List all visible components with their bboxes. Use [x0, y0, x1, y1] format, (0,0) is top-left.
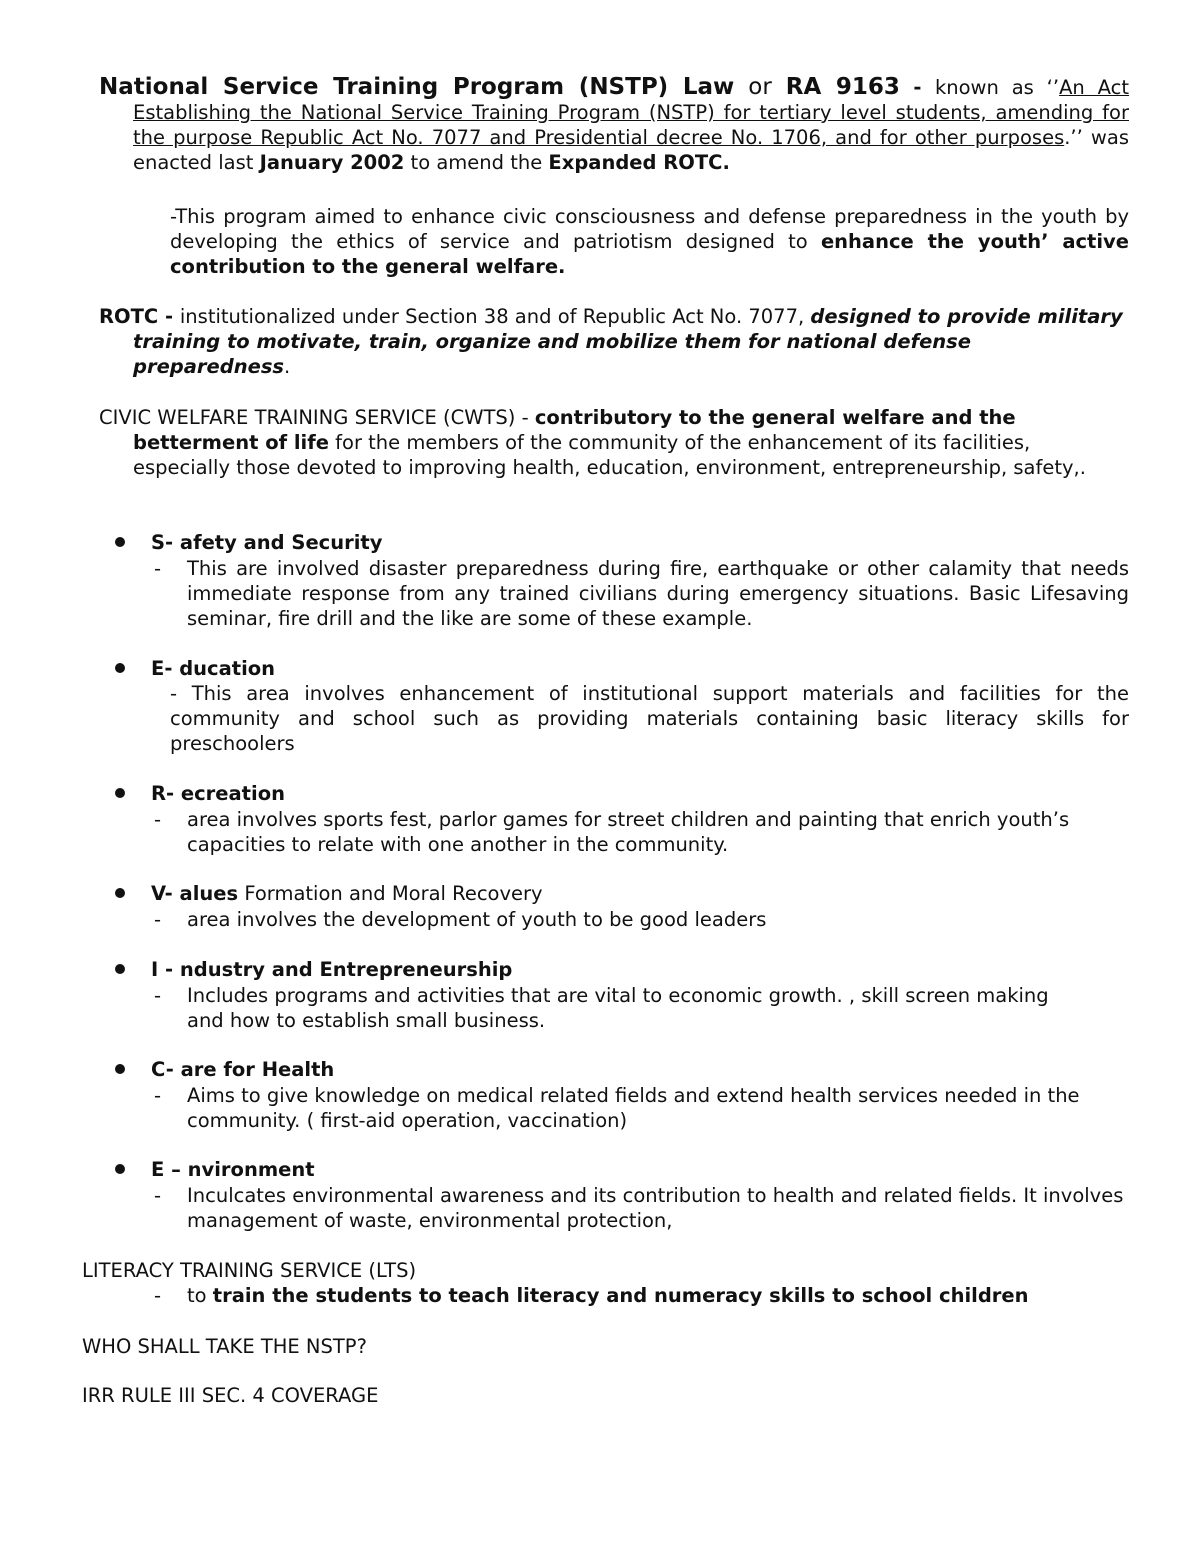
rotc-end: . — [284, 355, 291, 378]
nstp-title-or: or — [734, 74, 786, 100]
bullet-head: E- ducation — [151, 657, 276, 680]
nstp-title: National Service Training Program (NSTP) Law — [99, 74, 735, 100]
nstp-aim-bold: enhance the youth’ active contribution to the general welfare. — [170, 230, 1129, 278]
dash-marker: - — [154, 1284, 162, 1307]
bullet-dot — [115, 1064, 125, 1074]
bullet-dot — [115, 888, 125, 898]
lts-desc — [187, 1283, 1147, 1308]
cwts-text: for the members of the community of the enhancement of its facilities, especially those devoted to improving health, education, environment, entrepreneurship, safety,. — [133, 431, 1086, 479]
bullet-dot — [115, 663, 125, 673]
bullet-education-desc: - This area involves enhancement of institutional support materials and facilities for the community and school such as providing materials containing basic literacy skills for preschoolers — [170, 682, 1129, 755]
cwts-label: CIVIC WELFARE TRAINING SERVICE (CWTS) - — [99, 406, 535, 429]
nstp-act-name: An Act Establishing the National Service Training Program (NSTP) for tertiary level students, amending for the purpose Republic Act No. 7077 and Presidential decree No. 1706, and for other purposes — [133, 76, 1129, 149]
bullet-head: S- afety and Security — [151, 531, 383, 554]
bullet-safety-head — [151, 530, 382, 555]
cwts-bold: contributory to the general welfare and the betterment of life — [133, 406, 1016, 454]
bullet-dot — [115, 1164, 125, 1174]
dash-marker: - — [154, 984, 162, 1007]
rotc-text: institutionalized under Section 38 and of Republic Act No. 7077, — [179, 305, 811, 328]
bullet-environment-head — [151, 1157, 315, 1182]
bullet-head: E – nvironment — [151, 1158, 315, 1181]
nstp-title-dash: - — [899, 76, 935, 99]
bullet-head: I - ndustry and Entrepreneurship — [151, 958, 513, 981]
nstp-aim-text: -This program aimed to enhance civic consciousness and defense preparedness in the youth by developing the ethics of service and patriotism designed to — [170, 205, 1129, 253]
cwts-paragraph — [99, 405, 1129, 480]
nstp-paragraph — [99, 74, 1129, 175]
bullet-dot — [115, 964, 125, 974]
bullet-recreation-desc: area involves sports fest, parlor games for street children and painting that enrich youth’s capacities to relate with one another in the community. — [187, 808, 1070, 856]
nstp-known-as: known as — [934, 76, 1034, 99]
nstp-quote-open: ‘’ — [1046, 76, 1060, 99]
bullet-education-head — [151, 656, 275, 681]
lts-heading: LITERACY TRAINING SERVICE (LTS) — [82, 1259, 417, 1282]
rotc-label: ROTC - — [99, 305, 180, 328]
nstp-aim — [170, 204, 1129, 279]
nstp-ra-number: RA 9163 — [785, 74, 900, 100]
bullet-health-desc: Aims to give knowledge on medical related fields and extend health services needed in the community. ( first-aid operation, vaccination) — [187, 1084, 1080, 1132]
rotc-paragraph — [99, 304, 1133, 379]
bullet-industry-desc: Includes programs and activities that are vital to economic growth. , skill screen making and how to establish small business. — [187, 984, 1049, 1032]
nstp-quote-close: .’’ — [1064, 126, 1083, 149]
bullet-head: V- alues — [151, 882, 239, 905]
dash-marker: - — [154, 557, 162, 580]
dash-marker: - — [154, 1084, 162, 1107]
lts-bold: train the students to teach literacy and numeracy skills to school children — [212, 1284, 1029, 1307]
bullet-dot — [115, 788, 125, 798]
bullet-dot — [115, 537, 125, 547]
nstp-expanded-rotc: Expanded ROTC. — [548, 151, 730, 174]
dash-marker: - — [154, 908, 162, 931]
bullet-values-head — [151, 881, 543, 906]
who-heading: WHO SHALL TAKE THE NSTP? — [82, 1335, 367, 1358]
bullet-head: C- are for Health — [151, 1058, 335, 1081]
bullet-environment-desc: Inculcates environmental awareness and its contribution to health and related fields. It involves management of waste, environmental protection, — [187, 1184, 1124, 1232]
bullet-head: R- ecreation — [151, 782, 285, 805]
bullet-industry-head — [151, 957, 512, 982]
nstp-enacted: was enacted last — [133, 126, 1129, 174]
bullet-values-desc: area involves the development of youth to be good leaders — [187, 908, 767, 931]
lts-to: to — [187, 1284, 213, 1307]
dash-marker: - — [154, 808, 162, 831]
bullet-tail: Formation and Moral Recovery — [238, 882, 543, 905]
rotc-emphasis: designed to provide military training to motivate, train, organize and mobilize them for national defense preparedness — [133, 305, 1123, 378]
bullet-recreation-head — [151, 781, 285, 806]
nstp-to-amend: to amend the — [404, 151, 549, 174]
bullet-health-head — [151, 1057, 334, 1082]
bullet-safety-desc: This are involved disaster preparedness during fire, earthquake or other calamity that needs immediate response from any trained civilians during emergency situations. Basic Lifesaving seminar, fire drill and the like are some of these example. — [187, 557, 1129, 630]
dash-marker: - — [154, 1184, 162, 1207]
irr-heading: IRR RULE III SEC. 4 COVERAGE — [82, 1384, 379, 1407]
nstp-date: January 2002 — [259, 151, 405, 174]
